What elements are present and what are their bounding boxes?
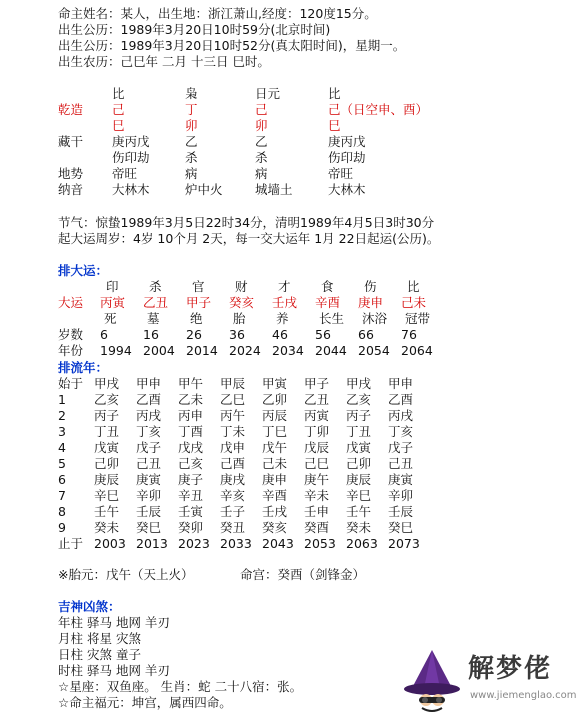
liunian-cell: 甲戌 [346,376,372,391]
dayun-shishen: 比 [407,279,420,294]
liunian-cell: 乙亥 [346,392,372,407]
liunian-cell: 庚寅 [388,472,414,487]
liunian-cell: 2033 [220,536,252,551]
dayun-ganzhi: 壬戌 [272,295,298,310]
watermark [400,648,576,716]
bazi-cell: 庚丙戊 [112,134,150,149]
liunian-cell: 己卯 [94,456,120,471]
liunian-cell: 癸丑 [220,520,246,535]
dayun-age: 36 [229,327,245,342]
liunian-cell: 2073 [388,536,420,551]
dayun-age-label: 岁数 [58,327,84,342]
dayun-shishen: 财 [235,279,248,294]
liunian-row-label: 4 [58,440,66,455]
liunian-cell: 己丑 [388,456,414,471]
liunian-cell: 己巳 [304,456,330,471]
liunian-cell: 辛酉 [262,488,288,503]
liunian-cell: 己卯 [346,456,372,471]
liunian-row-label: 5 [58,456,66,471]
bazi-cell: 伤印劫 [112,150,150,165]
watermark-brand: 解梦佬 [468,654,553,684]
dayun-changsheng: 冠带 [405,311,431,326]
dayun-age: 46 [272,327,288,342]
liunian-cell: 乙丑 [304,392,330,407]
liunian-cell: 辛巳 [94,488,120,503]
liunian-row-label: 止于 [58,536,84,551]
watermark-url: www.jiemenglao.com [470,690,577,701]
dayun-changsheng: 沐浴 [362,311,388,326]
liunian-cell: 丁亥 [136,424,162,439]
liunian-cell: 甲辰 [220,376,246,391]
liunian-cell: 癸卯 [178,520,204,535]
liunian-cell: 辛卯 [388,488,414,503]
dayun-year: 2004 [143,343,175,358]
liunian-cell: 庚午 [304,472,330,487]
dayun-ganzhi: 乙丑 [143,295,169,310]
liunian-cell: 己丑 [136,456,162,471]
bazi-cell: 病 [255,166,268,181]
liunian-cell: 丙辰 [262,408,288,423]
bazi-cell: 杀 [255,150,268,165]
liunian-row-label: 1 [58,392,66,407]
liunian-cell: 戊戌 [178,440,204,455]
dayun-ganzhi: 己未 [401,295,427,310]
dayun-year: 1994 [100,343,132,358]
dayun-title: 排大运： [58,263,109,278]
dayun-age: 76 [401,327,417,342]
dayun-shishen: 印 [106,279,119,294]
bazi-cell: 比 [112,86,125,101]
liunian-cell: 2003 [94,536,126,551]
bazi-cell: 己 [255,102,268,117]
liunian-cell: 庚子 [178,472,204,487]
liunian-cell: 乙卯 [262,392,288,407]
liunian-cell: 壬午 [94,504,120,519]
liunian-cell: 辛巳 [346,488,372,503]
bazi-cell: 己（日空申、酉） [328,102,429,117]
dayun-changsheng: 绝 [190,311,203,326]
liunian-cell: 2053 [304,536,336,551]
shensha-line: 时柱 驿马 地网 羊刃 [58,663,170,678]
dayun-year: 2064 [401,343,433,358]
liunian-cell: 乙巳 [220,392,246,407]
liunian-cell: 丁丑 [346,424,372,439]
liunian-cell: 壬戌 [262,504,288,519]
dayun-shishen: 杀 [149,279,162,294]
bazi-cell: 大林木 [112,182,150,197]
liunian-cell: 己酉 [220,456,246,471]
dayun-year-label: 年份 [58,343,84,358]
bazi-cell: 乙 [255,134,268,149]
liunian-cell: 2023 [178,536,210,551]
liunian-cell: 丁卯 [304,424,330,439]
liunian-cell: 甲午 [178,376,204,391]
bazi-cell: 大林木 [328,182,366,197]
liunian-cell: 己亥 [178,456,204,471]
bazi-cell: 丁 [185,102,198,117]
liunian-cell: 丁丑 [94,424,120,439]
liunian-cell: 乙酉 [136,392,162,407]
liunian-row-label: 7 [58,488,66,503]
liunian-cell: 辛卯 [136,488,162,503]
dayun-ganzhi: 甲子 [186,295,212,310]
dayun-changsheng: 墓 [147,311,160,326]
liunian-cell: 丙申 [178,408,204,423]
shensha-line: 月柱 将星 灾煞 [58,631,141,646]
liunian-cell: 丙戌 [388,408,414,423]
liunian-cell: 乙酉 [388,392,414,407]
dayun-label: 大运 [58,295,84,310]
bazi-cell: 巳 [328,118,341,133]
liunian-cell: 戊辰 [304,440,330,455]
liunian-cell: 戊子 [388,440,414,455]
dayun-shishen: 才 [278,279,291,294]
liunian-row-label: 2 [58,408,66,423]
liunian-cell: 戊申 [220,440,246,455]
liunian-cell: 甲寅 [262,376,288,391]
bazi-row-label: 藏干 [58,134,84,149]
liunian-cell: 丙戌 [136,408,162,423]
liunian-cell: 庚寅 [136,472,162,487]
shensha-line: 年柱 驿马 地网 羊刃 [58,615,170,630]
dayun-age: 26 [186,327,202,342]
liunian-row-label: 6 [58,472,66,487]
liunian-cell: 甲戌 [94,376,120,391]
dayun-ganzhi: 辛酉 [315,295,341,310]
liunian-cell: 庚辰 [346,472,372,487]
dayun-changsheng: 养 [276,311,289,326]
bazi-cell: 己 [112,102,125,117]
liunian-cell: 癸酉 [304,520,330,535]
liunian-title: 排流年： [58,360,109,375]
dayun-year: 2024 [229,343,261,358]
bazi-cell: 比 [328,86,341,101]
liunian-cell: 壬辰 [388,504,414,519]
liunian-cell: 癸亥 [262,520,288,535]
dayun-year: 2044 [315,343,347,358]
liunian-cell: 丁亥 [388,424,414,439]
liunian-cell: 戊寅 [346,440,372,455]
xingzuo-line: ☆星座：双鱼座。 生肖：蛇 二十八宿：张。 [58,679,303,694]
dayun-shishen: 伤 [364,279,377,294]
liunian-cell: 丙子 [346,408,372,423]
dayun-age: 16 [143,327,159,342]
bazi-cell: 日元 [255,86,281,101]
liunian-cell: 壬午 [346,504,372,519]
dayun-ganzhi: 丙寅 [100,295,126,310]
liunian-cell: 辛未 [304,488,330,503]
dayun-changsheng: 胎 [233,311,246,326]
dayun-ganzhi: 癸亥 [229,295,255,310]
bazi-cell: 卯 [185,118,198,133]
dayun-year: 2034 [272,343,304,358]
shensha-title: 吉神凶煞： [58,599,121,614]
dayun-shishen: 食 [321,279,334,294]
liunian-cell: 丙子 [94,408,120,423]
header-line-lunar: 出生农历：己巳年 二月 十三日 巳时。 [58,54,270,69]
liunian-cell: 戊寅 [94,440,120,455]
liunian-cell: 丙寅 [304,408,330,423]
liunian-cell: 壬寅 [178,504,204,519]
liunian-row-label: 9 [58,520,66,535]
liunian-cell: 癸巳 [388,520,414,535]
bazi-cell: 枭 [185,86,198,101]
liunian-cell: 己未 [262,456,288,471]
bazi-cell: 乙 [185,134,198,149]
liunian-cell: 丁未 [220,424,246,439]
dayun-age: 6 [100,327,108,342]
liunian-cell: 乙未 [178,392,204,407]
liunian-cell: 庚辰 [94,472,120,487]
liunian-cell: 辛亥 [220,488,246,503]
liunian-cell: 丁巳 [262,424,288,439]
bazi-cell: 巳 [112,118,125,133]
bazi-cell: 帝旺 [112,166,138,181]
dayun-shishen: 官 [192,279,205,294]
bazi-row-label: 地势 [58,166,84,181]
liunian-row-label: 8 [58,504,66,519]
liunian-row-label: 3 [58,424,66,439]
wizard-hat-icon [400,648,464,714]
liunian-cell: 丙午 [220,408,246,423]
liunian-cell: 2013 [136,536,168,551]
liunian-cell: 壬申 [304,504,330,519]
qiyun-line: 起大运周岁：4岁 10个月 2天，每一交大运年 1月 22日起运(公历)。 [58,231,440,246]
liunian-cell: 癸未 [346,520,372,535]
bazi-row-label: 乾造 [58,102,84,117]
liunian-cell: 甲申 [136,376,162,391]
dayun-ganzhi: 庚申 [358,295,384,310]
liunian-cell: 2063 [346,536,378,551]
jieqi-line: 节气：惊蛰1989年3月5日22时34分，清明1989年4月5日3时30分 [58,215,435,230]
bazi-cell: 帝旺 [328,166,354,181]
dayun-year: 2014 [186,343,218,358]
dayun-age: 56 [315,327,331,342]
minggong-text: 命宫：癸酉（剑锋金） [240,567,366,582]
liunian-cell: 丁酉 [178,424,204,439]
liunian-cell: 癸巳 [136,520,162,535]
liunian-cell: 癸未 [94,520,120,535]
bazi-cell: 城墙土 [255,182,293,197]
liunian-cell: 庚申 [262,472,288,487]
bazi-cell: 庚丙戊 [328,134,366,149]
dayun-year: 2054 [358,343,390,358]
liunian-cell: 甲子 [304,376,330,391]
header-line-beijing: 出生公历：1989年3月20日10时59分(北京时间) [58,22,331,37]
liunian-cell: 戊子 [136,440,162,455]
bazi-cell: 炉中火 [185,182,223,197]
liunian-cell: 壬辰 [136,504,162,519]
dayun-changsheng: 死 [104,311,117,326]
liunian-cell: 庚戌 [220,472,246,487]
liunian-cell: 戊午 [262,440,288,455]
bazi-row-label: 纳音 [58,182,84,197]
fuyuan-line: ☆命主福元：坤宫，属西四命。 [58,695,232,710]
header-line-solar: 出生公历：1989年3月20日10时52分(真太阳时间)，星期一。 [58,38,406,53]
bazi-cell: 卯 [255,118,268,133]
liunian-cell: 乙亥 [94,392,120,407]
bazi-cell: 伤印劫 [328,150,366,165]
taiyuan-text: ※胎元：戊午（天上火） [58,567,194,582]
header-line-name: 命主姓名：某人，出生地：浙江萧山,经度：120度15分。 [58,6,377,21]
shensha-line: 日柱 灾煞 童子 [58,647,141,662]
bazi-cell: 病 [185,166,198,181]
liunian-row-label: 始于 [58,376,84,391]
liunian-cell: 甲申 [388,376,414,391]
liunian-cell: 辛丑 [178,488,204,503]
dayun-age: 66 [358,327,374,342]
dayun-changsheng: 长生 [319,311,345,326]
bazi-cell: 杀 [185,150,198,165]
liunian-cell: 2043 [262,536,294,551]
liunian-cell: 壬子 [220,504,246,519]
